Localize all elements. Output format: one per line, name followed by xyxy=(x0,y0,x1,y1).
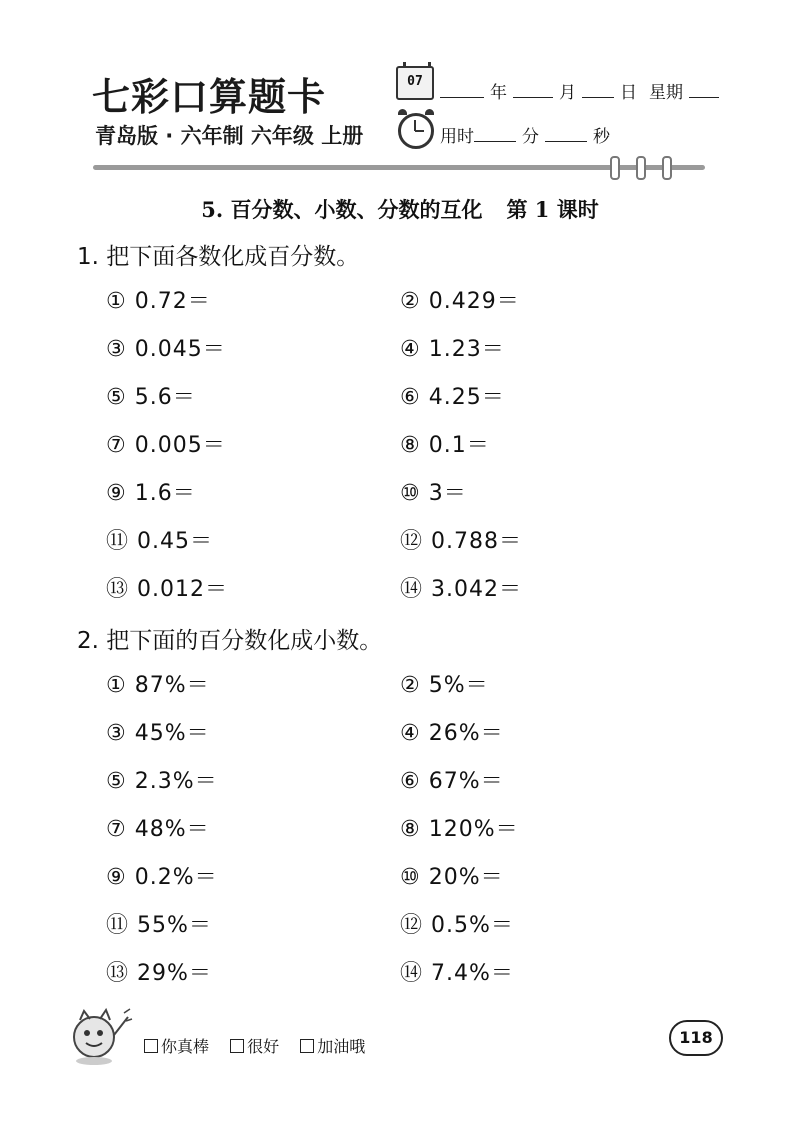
q2-exercise-item[interactable]: ⑭ 7.4%＝ xyxy=(400,961,514,986)
question-2-heading: 2. 把下面的百分数化成小数。 xyxy=(77,628,383,654)
q2-exercise-item[interactable]: ⑫ 0.5%＝ xyxy=(400,913,514,938)
q2-exercise-item[interactable]: ⑦ 48%＝ xyxy=(106,817,210,842)
q1-exercise-item[interactable]: ⑫ 0.788＝ xyxy=(400,529,522,554)
alarm-clock-icon xyxy=(398,113,434,149)
page-number: 118 xyxy=(669,1020,723,1056)
q2-exercise-item[interactable]: ⑤ 2.3%＝ xyxy=(106,769,218,794)
q1-exercise-item[interactable]: ① 0.72＝ xyxy=(106,289,211,314)
rating-keep-trying-checkbox[interactable]: 加油哦 xyxy=(300,1034,365,1057)
q1-exercise-item[interactable]: ⑪ 0.45＝ xyxy=(106,529,213,554)
lesson-title: 5. 百分数、小数、分数的互化 第 1 课时 xyxy=(201,197,599,222)
q2-exercise-item[interactable]: ⑩ 20%＝ xyxy=(400,865,504,890)
q2-exercise-item[interactable]: ② 5%＝ xyxy=(400,673,489,698)
seconds-blank[interactable] xyxy=(545,127,587,142)
rating-good-checkbox[interactable]: 很好 xyxy=(230,1034,279,1057)
q2-exercise-item[interactable]: ⑥ 67%＝ xyxy=(400,769,504,794)
q1-exercise-item[interactable]: ⑦ 0.005＝ xyxy=(106,433,226,458)
weekday-blank[interactable] xyxy=(689,83,719,98)
q1-exercise-item[interactable]: ⑥ 4.25＝ xyxy=(400,385,505,410)
rating-great-checkbox[interactable]: 你真棒 xyxy=(144,1034,209,1057)
mascot-icon xyxy=(66,1005,136,1071)
month-blank[interactable] xyxy=(513,83,553,98)
q1-exercise-item[interactable]: ⑧ 0.1＝ xyxy=(400,433,490,458)
q1-exercise-item[interactable]: ② 0.429＝ xyxy=(400,289,520,314)
question-1-heading: 1. 把下面各数化成百分数。 xyxy=(77,244,360,270)
q1-exercise-item[interactable]: ⑤ 5.6＝ xyxy=(106,385,196,410)
date-fill-line: 年 月 日 星期 xyxy=(440,78,719,103)
q2-exercise-item[interactable]: ⑬ 29%＝ xyxy=(106,961,212,986)
q1-exercise-item[interactable]: ⑨ 1.6＝ xyxy=(106,481,196,506)
calendar-icon xyxy=(396,66,434,100)
q2-exercise-item[interactable]: ③ 45%＝ xyxy=(106,721,210,746)
q2-exercise-item[interactable]: ① 87%＝ xyxy=(106,673,210,698)
edition-label: 青岛版 · 六年制 六年级 上册 xyxy=(95,124,364,148)
binder-rings xyxy=(610,156,672,180)
q1-exercise-item[interactable]: ⑬ 0.012＝ xyxy=(106,577,228,602)
q1-exercise-item[interactable]: ⑭ 3.042＝ xyxy=(400,577,522,602)
q1-exercise-item[interactable]: ③ 0.045＝ xyxy=(106,337,226,362)
rating-checkboxes xyxy=(144,1034,381,1057)
q2-exercise-item[interactable]: ④ 26%＝ xyxy=(400,721,504,746)
q2-exercise-item[interactable]: ⑧ 120%＝ xyxy=(400,817,519,842)
q2-exercise-item[interactable]: ⑨ 0.2%＝ xyxy=(106,865,218,890)
q1-exercise-item[interactable]: ⑩ 3＝ xyxy=(400,481,467,506)
calendar-day: 07 xyxy=(407,74,423,89)
q2-exercise-item[interactable]: ⑪ 55%＝ xyxy=(106,913,212,938)
time-fill-line: 用时 分 秒 xyxy=(440,127,610,147)
q1-exercise-item[interactable]: ④ 1.23＝ xyxy=(400,337,505,362)
minutes-blank[interactable] xyxy=(474,127,516,142)
day-blank[interactable] xyxy=(582,83,614,98)
brand-title: 七彩口算题卡 xyxy=(92,74,327,119)
year-blank[interactable] xyxy=(440,83,484,98)
